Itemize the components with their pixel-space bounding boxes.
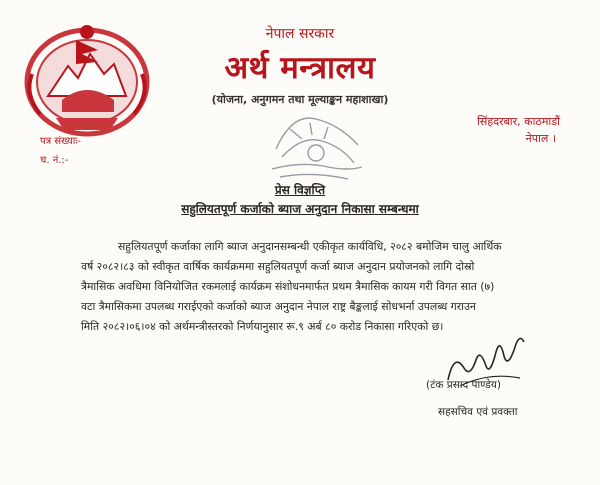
- ministry-stamp-icon: [262, 105, 372, 183]
- press-release-subject: सहुलियतपूर्ण कर्जाको ब्याज अनुदान निकासा सम्बन्धमा: [181, 202, 419, 216]
- ministry-name: अर्थ मन्त्रालय: [224, 50, 376, 86]
- body-line: वटा त्रैमासिकमा उपलब्ध गराईएको कर्जाको ब्याज अनुदान नेपाल राष्ट्र बैङ्कलाई सोधभर्ना उपलब्ध गराउन: [81, 300, 476, 313]
- signatory-name: (टंक प्रसाद पाण्डेय): [426, 379, 501, 391]
- body-line: सहुलियतपूर्ण कर्जाका लागि ब्याज अनुदानसम्बन्धी एकीकृत कार्यविधि, २०८२ बमोजिम चालु आर्थिक: [118, 240, 502, 253]
- government-name: नेपाल सरकार: [265, 26, 335, 42]
- division-name: (योजना, अनुगमन तथा मूल्याङ्कन महाशाखा): [211, 93, 389, 106]
- address-line-2: नेपाल ।: [525, 132, 556, 145]
- dispatch-number-label: च. नं.:-: [40, 155, 69, 166]
- press-release-title: प्रेस विज्ञप्ति: [274, 183, 326, 197]
- signatory-designation: सहसचिव एवं प्रवक्ता: [438, 406, 518, 418]
- body-line: मिति २०८२।०६।०४ को अर्थमन्त्रीस्तरको निर्णयानुसार रू.९ अर्ब ८० करोड निकासा गरिएको छ।: [81, 320, 444, 333]
- address-line-1: सिंहदरबार, काठमाडौं: [477, 115, 560, 128]
- body-line: त्रैमासिक अवधिमा विनियोजित रकमलाई कार्यक्रम संशोधनमार्फत प्रथम त्रैमासिक कायम गरी विगत सात (७): [81, 280, 495, 293]
- body-line: वर्ष २०८२।८३ को स्वीकृत वार्षिक कार्यक्रममा सहुलियतपूर्ण कर्जा ब्याज अनुदान प्रयोजनको लागि दोस्रो: [81, 260, 475, 273]
- letter-number-label: पत्र संख्याः-: [40, 136, 82, 147]
